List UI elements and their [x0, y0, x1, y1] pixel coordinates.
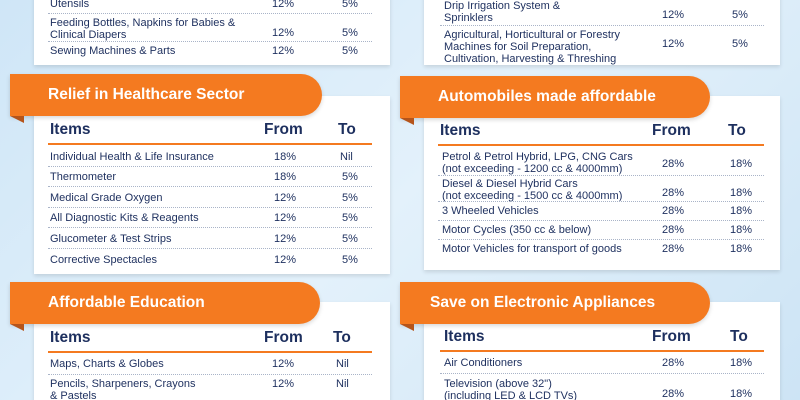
rate-from: 12% [274, 192, 297, 204]
item-name: Glucometer & Test Strips [50, 233, 172, 245]
row-divider [48, 207, 372, 208]
row-divider [48, 227, 372, 228]
row-divider [48, 166, 372, 167]
rate-from: 12% [274, 254, 297, 266]
rate-to: 5% [342, 212, 358, 224]
rate-to: 5% [342, 45, 358, 57]
row-divider [48, 374, 372, 375]
header-items: Items [444, 328, 485, 345]
rate-to: Nil [336, 378, 349, 390]
rate-from: 28% [662, 224, 685, 236]
rate-from: 28% [662, 205, 685, 217]
rate-to: 5% [342, 254, 358, 266]
rate-from: 18% [274, 151, 297, 163]
rate-from: 12% [272, 27, 295, 39]
rate-from: 12% [272, 0, 295, 10]
rate-from: 12% [272, 378, 295, 390]
header-underline [48, 351, 372, 353]
rate-to: 18% [730, 357, 753, 369]
rate-to: 18% [730, 243, 753, 255]
item-line: Sprinklers [444, 12, 493, 24]
header-from: From [264, 329, 303, 346]
header-items: Items [50, 329, 91, 346]
rate-from: 12% [662, 38, 685, 50]
item-name [442, 151, 633, 175]
item-name: Utensils [50, 0, 90, 10]
header-items: Items [440, 122, 481, 139]
rate-to: 18% [730, 187, 753, 199]
rate-from: 18% [274, 171, 297, 183]
item-name [50, 378, 196, 400]
row-divider [440, 25, 764, 26]
item-line: Petrol & Petrol Hybrid, LPG, CNG Cars [442, 151, 633, 163]
item-line: (not exceeding - 1500 cc & 4000mm) [442, 190, 623, 202]
header-items: Items [50, 121, 91, 138]
header-underline [440, 350, 764, 352]
item-line: Cultivation, Harvesting & Threshing [444, 53, 617, 65]
item-line: Machines for Soil Preparation, [444, 41, 592, 53]
rate-from: 12% [272, 45, 295, 57]
rate-from: 12% [272, 358, 295, 370]
item-name [444, 0, 560, 24]
rate-from: 12% [274, 212, 297, 224]
row-divider [48, 41, 372, 42]
item-name: Maps, Charts & Globes [50, 358, 164, 370]
rate-from: 28% [662, 243, 685, 255]
row-divider [48, 186, 372, 187]
item-name: 3 Wheeled Vehicles [442, 205, 539, 217]
item-line: Drip Irrigation System & [444, 0, 561, 12]
header-underline [48, 143, 372, 145]
rate-to: 18% [730, 205, 753, 217]
rate-to: 5% [342, 0, 358, 10]
banner-automobiles: Automobiles made affordable [400, 76, 710, 118]
row-divider [438, 239, 764, 240]
item-name: Air Conditioners [444, 357, 523, 369]
banner-education: Affordable Education [10, 282, 320, 324]
item-name: Thermometer [50, 171, 117, 183]
item-line: Clinical Diapers [50, 29, 127, 41]
header-underline [438, 144, 764, 146]
header-to: To [728, 122, 746, 139]
rate-to: Nil [340, 151, 353, 163]
item-line: (not exceeding - 1200 cc & 4000mm) [442, 163, 623, 175]
header-from: From [652, 328, 691, 345]
rate-to: 5% [342, 233, 358, 245]
item-line: Diesel & Diesel Hybrid Cars [442, 178, 578, 190]
banner-healthcare: Relief in Healthcare Sector [10, 74, 322, 116]
item-line: Television (above 32") [444, 378, 552, 390]
rate-to: 18% [730, 224, 753, 236]
item-name: Medical Grade Oxygen [50, 192, 163, 204]
item-name: All Diagnostic Kits & Reagents [50, 212, 199, 224]
rate-to: 18% [730, 388, 753, 400]
item-line: Agricultural, Horticultural or Forestry [444, 29, 621, 41]
item-line: (including LED & LCD TVs) [444, 390, 578, 400]
row-divider [48, 13, 372, 14]
item-name [444, 378, 577, 400]
rate-from: 28% [662, 158, 685, 170]
item-name [444, 29, 620, 65]
rate-from: 12% [662, 9, 685, 21]
row-divider [48, 248, 372, 249]
rate-from: 28% [662, 357, 685, 369]
rate-to: 5% [732, 9, 748, 21]
header-to: To [730, 328, 748, 345]
header-from: From [264, 121, 303, 138]
rate-from: 28% [662, 187, 685, 199]
item-line: & Pastels [50, 390, 97, 400]
item-line: Pencils, Sharpeners, Crayons [50, 378, 196, 390]
item-name [50, 17, 235, 41]
rate-from: 28% [662, 388, 685, 400]
rate-from: 12% [274, 233, 297, 245]
rate-to: 5% [342, 192, 358, 204]
rate-to: 5% [732, 38, 748, 50]
row-divider [438, 201, 764, 202]
item-name: Motor Cycles (350 cc & below) [442, 224, 592, 236]
item-name [442, 178, 622, 202]
item-line: Feeding Bottles, Napkins for Babies & [50, 17, 236, 29]
header-to: To [338, 121, 356, 138]
rate-to: 18% [730, 158, 753, 170]
row-divider [438, 220, 764, 221]
row-divider [440, 373, 764, 374]
header-from: From [652, 122, 691, 139]
banner-electronics: Save on Electronic Appliances [400, 282, 710, 324]
item-name: Corrective Spectacles [50, 254, 157, 266]
row-divider [438, 175, 764, 176]
rate-to: Nil [336, 358, 349, 370]
item-name: Motor Vehicles for transport of goods [442, 243, 622, 255]
rate-to: 5% [342, 171, 358, 183]
item-name: Individual Health & Life Insurance [50, 151, 214, 163]
rate-to: 5% [342, 27, 358, 39]
header-to: To [333, 329, 351, 346]
item-name: Sewing Machines & Parts [50, 45, 176, 57]
